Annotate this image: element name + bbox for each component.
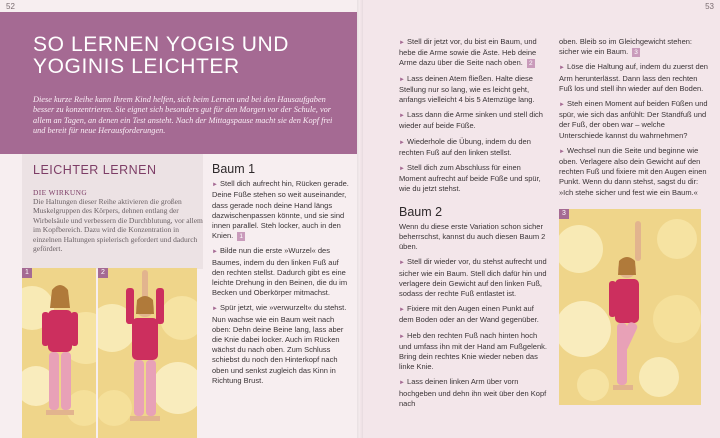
baum-1-heading: Baum 1 [212, 162, 256, 176]
arrow-icon: ► [559, 102, 565, 109]
arrow-icon: ► [399, 113, 405, 120]
step: ► Heb den rechten Fuß nach hinten hoch und umfass ihn mit der Hand am Fußgelenk. Bring dein rechtes Knie wieder neben das linke Knie. [399, 330, 547, 372]
arrow-icon: ► [212, 182, 218, 189]
step: ► Steh einen Moment auf beiden Füßen und spür, wie sich das anfühlt: Der Standfuß und der Fuß, der oben war – welche Unterschiede kannst du wahrnehmen? [559, 99, 708, 140]
arrow-icon: ► [399, 333, 405, 340]
photo-2-illustration [98, 268, 197, 438]
step: ► Lass dann die Arme sinken und stell dich wieder auf beide Füße. [399, 110, 543, 131]
step: ► Fixiere mit den Augen einen Punkt auf dem Boden oder an der Wand gegenüber. [399, 304, 539, 325]
photo-1-illustration [22, 268, 96, 438]
info-box-text: Die Haltungen dieser Reihe aktivieren die großen Muskelgruppen des Körpers, dehnen entlang der Wirbelsäule und verbessern die Durchblutung, vor allem im Kopfbereich. Dazu wird die Konzentration in einzelnen Haltungen spielerisch gefordert und dadurch gefördert. [33, 197, 203, 254]
page-number-left: 52 [6, 2, 15, 11]
title-line-2: YOGINIS LEICHTER [33, 55, 240, 78]
baum-1-step: ► Spür jetzt, wie »verwurzelt« du stehst. Nun wachse wie ein Baum weit nach oben: Dehn deine Beine lang, lass aber die Knie dabei locker. Auch im Rücken wächst du nach oben. Zum Schluss schiebst du noch den Hinterkopf nach oben und senkst zugleich das Kinn in Richtung Brust. [212, 303, 347, 385]
baum-2-heading: Baum 2 [399, 204, 443, 219]
arrow-icon: ► [399, 260, 405, 267]
step: ► Wechsel nun die Seite und beginne wie oben. Verlagere also dein Gewicht auf den rechten Fuß und fixiere mit den Augen einen Punkt. Wenn du dann stehst, sagst du dir: »Ich stehe sicher und fest wie ein Baum.« [559, 145, 707, 197]
info-box-subtitle: DIE WIRKUNG [33, 188, 88, 197]
page-number-right: 53 [705, 2, 714, 11]
intro-text: Diese kurze Reihe kann Ihrem Kind helfen, sich beim Lernen und bei den Hausaufgaben besser zu konzentrieren. Sie eignet sich besonders gut für den Morgen vor der Schule, vor allem an Tagen, an denen ein Test ansteht. Nach der Mittagspause macht sie den Kopf frei und bereit für neue Herausforderungen. [33, 95, 333, 136]
photo-3-number: 3 [559, 209, 569, 219]
photo-ref-badge: 3 [634, 49, 638, 57]
step: ► Lass deinen linken Arm über vorn hochgeben und dehn ihn weit über den Kopf nach [399, 377, 547, 408]
arrow-icon: ► [399, 76, 405, 83]
arrow-icon: ► [399, 139, 405, 146]
column-baum-1 [212, 164, 352, 391]
continued-text: oben. Bleib so im Gleichgewicht stehen: sicher wie ein Baum. 3 [559, 37, 692, 57]
photo-2 [98, 268, 197, 438]
photo-ref-badge: 1 [239, 233, 243, 241]
arrow-icon: ► [399, 40, 405, 46]
arrow-icon: ► [399, 307, 405, 314]
info-box [22, 154, 203, 269]
page-title [33, 34, 293, 78]
title-line-1: SO LERNEN YOGIS UND [33, 33, 290, 56]
step: ► Löse die Haltung auf, indem du zuerst den Arm herunterlässt. Dann lass den rechten Fuß los und stell ihn wieder auf den Boden. [559, 62, 708, 93]
baum-2-intro: Wenn du diese erste Variation schon sicher beherrschst, kannst du auch diesen Baum 2 üben. [399, 221, 546, 252]
photo-1 [22, 268, 96, 438]
baum-1-step: ► Stell dich aufrecht hin, Rücken gerade. Deine Füße stehen so weit auseinander, dass gerade noch deine Hand längs dazwischenpassen könnte, und sie sind innen parallel. Steh locker, auch in den Knien. 1 [212, 179, 349, 241]
step: ► Stell dich zum Abschluss für einen Moment aufrecht auf beide Füße und spür, wie du jetzt stehst. [399, 163, 541, 194]
arrow-icon: ► [559, 65, 565, 72]
page-gutter [357, 0, 363, 438]
column-4 [559, 37, 709, 203]
arrow-icon: ► [399, 380, 405, 387]
title-banner [0, 12, 357, 154]
photo-ref-badge: 2 [528, 60, 533, 68]
arrow-icon: ► [399, 166, 405, 173]
arrow-icon: ► [212, 306, 218, 313]
step: ► Lass deinen Atem fließen. Halte diese Stellung nur so lang, wie es leicht geht, anfangs vielleicht 4 bis 5 Atemzüge lang. [399, 73, 535, 105]
photo-3-illustration [559, 209, 701, 405]
step: ► Stell dir wieder vor, du stehst aufrecht und sicher wie ein Baum. Stell dich dafür hin und verlagere dein Gewicht auf den linken Fuß, sodass der rechte Fuß entlastet ist. [399, 257, 547, 299]
baum-1-step: ► Bilde nun die erste »Wurzel« des Baumes, indem du den linken Fuß auf den rechten stellst. Dadurch gibt es eine leichte Drehung in den Beinen, die du im Becken und Oberkörper mitmachst. [212, 246, 348, 298]
photo-3 [559, 209, 701, 405]
column-3 [399, 37, 547, 414]
step: ► Wiederhole die Übung, indem du den rechten Fuß auf den linken stellst. [399, 136, 531, 157]
arrow-icon: ► [559, 148, 565, 155]
photo-2-number: 2 [98, 268, 108, 278]
photo-1-number: 1 [22, 268, 32, 278]
info-box-title: LEICHTER LERNEN [33, 163, 157, 177]
step: ► Stell dir jetzt vor, du bist ein Baum, und hebe die Arme sowie die Äste. Heb deine Arme dazu über die Seite nach oben. 2 [399, 37, 537, 68]
arrow-icon: ► [212, 249, 218, 256]
